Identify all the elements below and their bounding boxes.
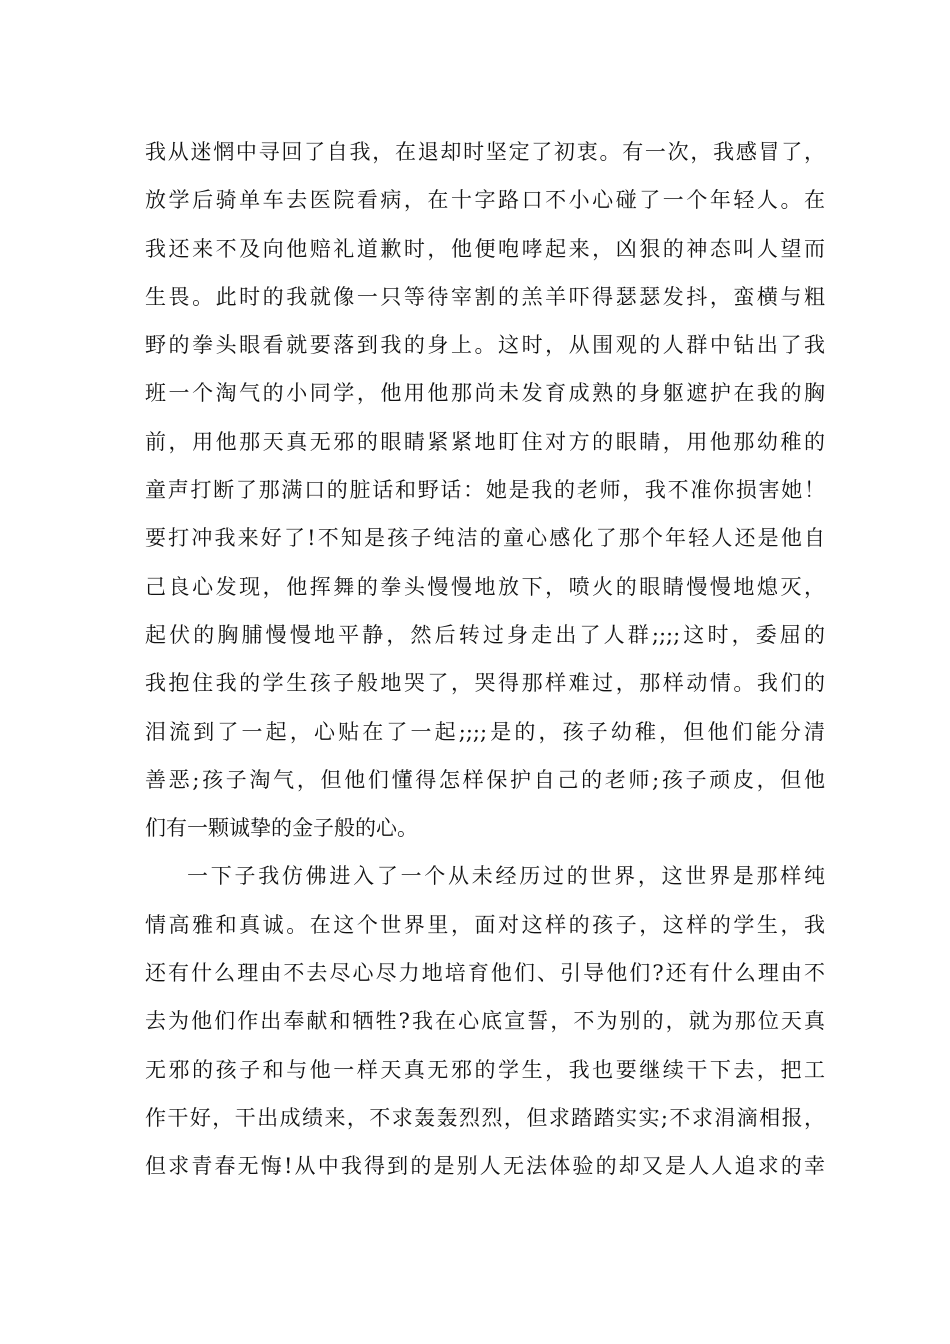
text-line: 生畏。此时的我就像一只等待宰割的羔羊吓得瑟瑟发抖，蛮横与粗: [145, 284, 825, 309]
text-line: 还有什么理由不去尽心尽力地培育他们、引导他们?还有什么理由不: [145, 961, 825, 986]
text-line: 我抱住我的学生孩子般地哭了，哭得那样难过，那样动情。我们的: [145, 671, 825, 696]
text-line: 们有一颗诚挚的金子般的心。: [145, 816, 418, 841]
text-line: 去为他们作出奉献和牺牲?我在心底宣誓，不为别的，就为那位天真: [145, 1009, 825, 1034]
text-line: 放学后骑单车去医院看病，在十字路口不小心碰了一个年轻人。在: [145, 188, 825, 213]
text-line: 我从迷惘中寻回了自我，在退却时坚定了初衷。有一次，我感冒了，: [145, 140, 825, 164]
text-line: 我还来不及向他赔礼道歉时，他便咆哮起来，凶狠的神态叫人望而: [145, 236, 825, 261]
text-line: 班一个淘气的小同学，他用他那尚未发育成熟的身躯遮护在我的胸: [145, 381, 825, 406]
text-line: 情高雅和真诚。在这个世界里，面对这样的孩子，这样的学生，我: [145, 912, 825, 937]
text-line: 善恶;孩子淘气，但他们懂得怎样保护自己的老师;孩子顽皮，但他: [145, 767, 825, 792]
paragraph-2: [145, 852, 825, 1190]
body-text: [145, 128, 825, 1191]
text-line: 泪流到了一起，心贴在了一起;;;;是的，孩子幼稚，但他们能分清: [145, 719, 825, 744]
text-line: 前，用他那天真无邪的眼睛紧紧地盯住对方的眼睛，用他那幼稚的: [145, 429, 825, 454]
text-line: 无邪的孩子和与他一样天真无邪的学生，我也要继续干下去，把工: [145, 1057, 825, 1082]
paragraph-1: [145, 128, 825, 852]
text-line: 野的拳头眼看就要落到我的身上。这时，从围观的人群中钻出了我: [145, 333, 825, 358]
text-line: 作干好，干出成绩来，不求轰轰烈烈，但求踏踏实实;不求涓滴相报，: [145, 1105, 825, 1130]
text-line: 起伏的胸脯慢慢地平静，然后转过身走出了人群;;;;这时，委屈的: [145, 622, 825, 647]
text-line: 但求青春无悔!从中我得到的是别人无法体验的却又是人人追求的幸: [145, 1154, 825, 1179]
text-line: 要打冲我来好了!不知是孩子纯洁的童心感化了那个年轻人还是他自: [145, 526, 825, 551]
text-line: 己良心发现，他挥舞的拳头慢慢地放下，喷火的眼睛慢慢地熄灭，: [145, 574, 825, 599]
text-line: 童声打断了那满口的脏话和野话：她是我的老师，我不准你损害她！: [145, 478, 825, 503]
text-line: 一下子我仿佛进入了一个从未经历过的世界，这世界是那样纯: [187, 864, 825, 889]
